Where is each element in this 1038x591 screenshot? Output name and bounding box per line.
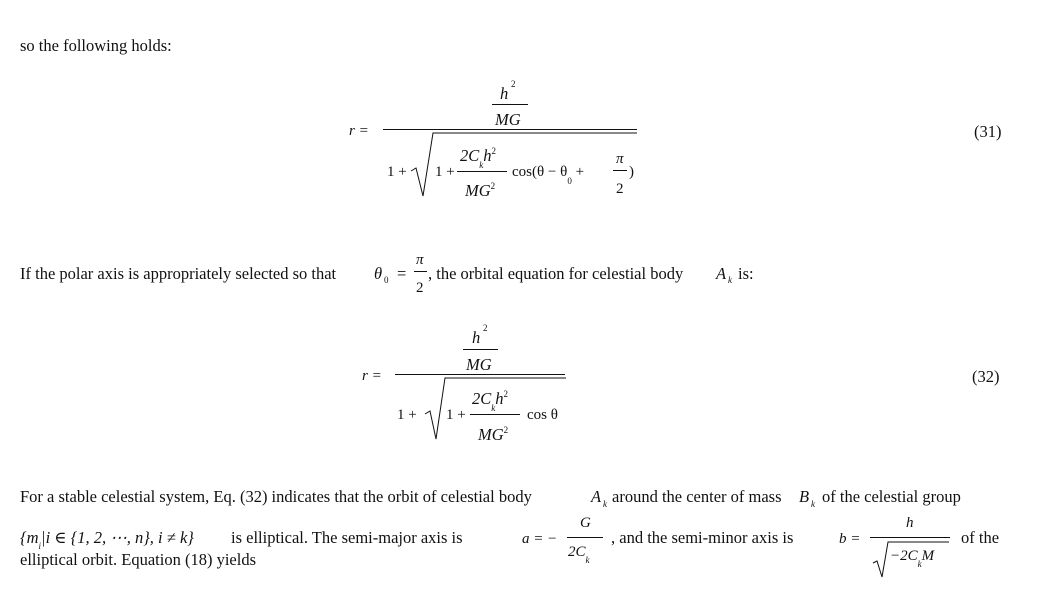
para2-A-sub: k (728, 275, 732, 285)
para3-A: A (591, 487, 602, 506)
para3-a-eq: a = − (522, 531, 558, 547)
eq31-num-h: h (500, 84, 509, 103)
eq32-num-exp: 2 (483, 323, 488, 333)
eq31-inner-num-exp: 2 (491, 146, 497, 156)
eq32-inner-num-h: h (495, 389, 504, 408)
para3-a-bar (567, 537, 603, 538)
para3-b-eq: b = (839, 531, 861, 547)
eq32-inner-one-plus: 1 + (446, 407, 466, 423)
para3-set-sub: i (38, 541, 42, 551)
eq31-one-plus: 1 + (387, 164, 407, 180)
para3-line3: elliptical orbit. Equation (18) yields (20, 550, 256, 569)
para3-b-den-sub: k (917, 559, 922, 569)
para2-equals: = (397, 264, 407, 283)
eq32-num-bar (463, 349, 498, 350)
para3-line1-c: of the celestial group (822, 487, 961, 506)
eq31-inner-one-plus: 1 + (435, 164, 455, 180)
eq31-lhs: r = (349, 123, 369, 139)
eq32-inner-num-2c: 2C (472, 389, 492, 408)
para3-b-den-2c: −2C (890, 548, 918, 564)
eq31-inner-den-exp: 2 (490, 181, 496, 191)
para3-set-text: {m (20, 528, 39, 547)
para3-b-num: h (906, 515, 914, 531)
para3-A-sub: k (603, 499, 607, 509)
para2-two: 2 (416, 280, 424, 296)
para3-b-bar (870, 537, 950, 538)
para3-b-den-m: M (921, 548, 935, 564)
para3-b-den (890, 548, 935, 569)
eq31-pi: π (616, 151, 624, 167)
eq31-theta-sub: 0 (567, 176, 572, 186)
eq32-inner-num-exp: 2 (503, 389, 509, 399)
eq32-cos: cos θ (527, 407, 558, 423)
para2-pi-bar (414, 271, 427, 272)
para3-B-sub: k (811, 499, 815, 509)
para2-end: is: (738, 264, 754, 283)
eq32-inner-num-sub: k (491, 403, 496, 413)
eq31-inner-num-h: h (483, 146, 492, 165)
eq31-inner-bar (457, 171, 507, 172)
para3-a-den-2c: 2C (568, 544, 586, 560)
eq32-inner-bar (470, 414, 520, 415)
para3-line2-c: of the (961, 528, 1000, 547)
eq31-main-bar (383, 129, 637, 130)
eq31-plus: + (575, 164, 585, 180)
eq31-inner-den (465, 183, 495, 200)
eq32-inner-den-exp: 2 (503, 425, 509, 435)
eq32-inner-den (478, 427, 508, 444)
eq32-inner-num (472, 389, 509, 413)
para3-set-rest: |i ∈ {1, 2, ⋯, n}, i ≠ k} (41, 528, 194, 547)
para2-pi: π (416, 252, 424, 268)
para2-theta-sub: 0 (384, 275, 389, 285)
para2-after: , the orbital equation for celestial body (428, 264, 684, 283)
eq32-lhs: r = (362, 368, 382, 384)
para3-a-num: G (580, 515, 591, 531)
eq31-two: 2 (616, 181, 624, 197)
para3-line2-b: , and the semi-minor axis is (611, 528, 794, 547)
para2-theta: θ (374, 264, 383, 283)
para3-a-den (568, 544, 590, 565)
eq32-number: (32) (972, 367, 1000, 386)
para3-set (20, 528, 194, 551)
eq31-inner-num (460, 146, 497, 170)
eq31-cos (512, 164, 585, 186)
eq31-num-bar (492, 104, 528, 105)
eq31-number: (31) (974, 122, 1002, 141)
paragraph-intro: so the following holds: (20, 36, 172, 55)
para3-B: B (799, 487, 810, 506)
eq31-cos-text: cos(θ − θ (512, 164, 568, 180)
eq31-num-den: MG (495, 110, 521, 129)
eq31-inner-num-sub: k (479, 160, 484, 170)
eq32-one-plus: 1 + (397, 407, 417, 423)
eq32-inner-den-mg: MG (478, 425, 504, 444)
para3-line2-a: is elliptical. The semi-major axis is (231, 528, 463, 547)
eq32-num-den: MG (466, 355, 492, 374)
eq31-pi-bar (613, 170, 627, 171)
para3-a-den-sub: k (585, 555, 590, 565)
para2-A: A (716, 264, 727, 283)
eq32-main-bar (395, 374, 565, 375)
eq31-close-paren: ) (629, 164, 634, 180)
eq32-num-h: h (472, 328, 481, 347)
para3-line1-b: around the center of mass (612, 487, 782, 506)
eq31-num-exp: 2 (511, 79, 516, 89)
eq31-inner-num-2c: 2C (460, 146, 480, 165)
para3-line1-a: For a stable celestial system, Eq. (32) indicates that the orbit of celestial body (20, 487, 532, 506)
para2-before: If the polar axis is appropriately selected so that (20, 264, 337, 283)
eq31-inner-den-mg: MG (465, 181, 491, 200)
